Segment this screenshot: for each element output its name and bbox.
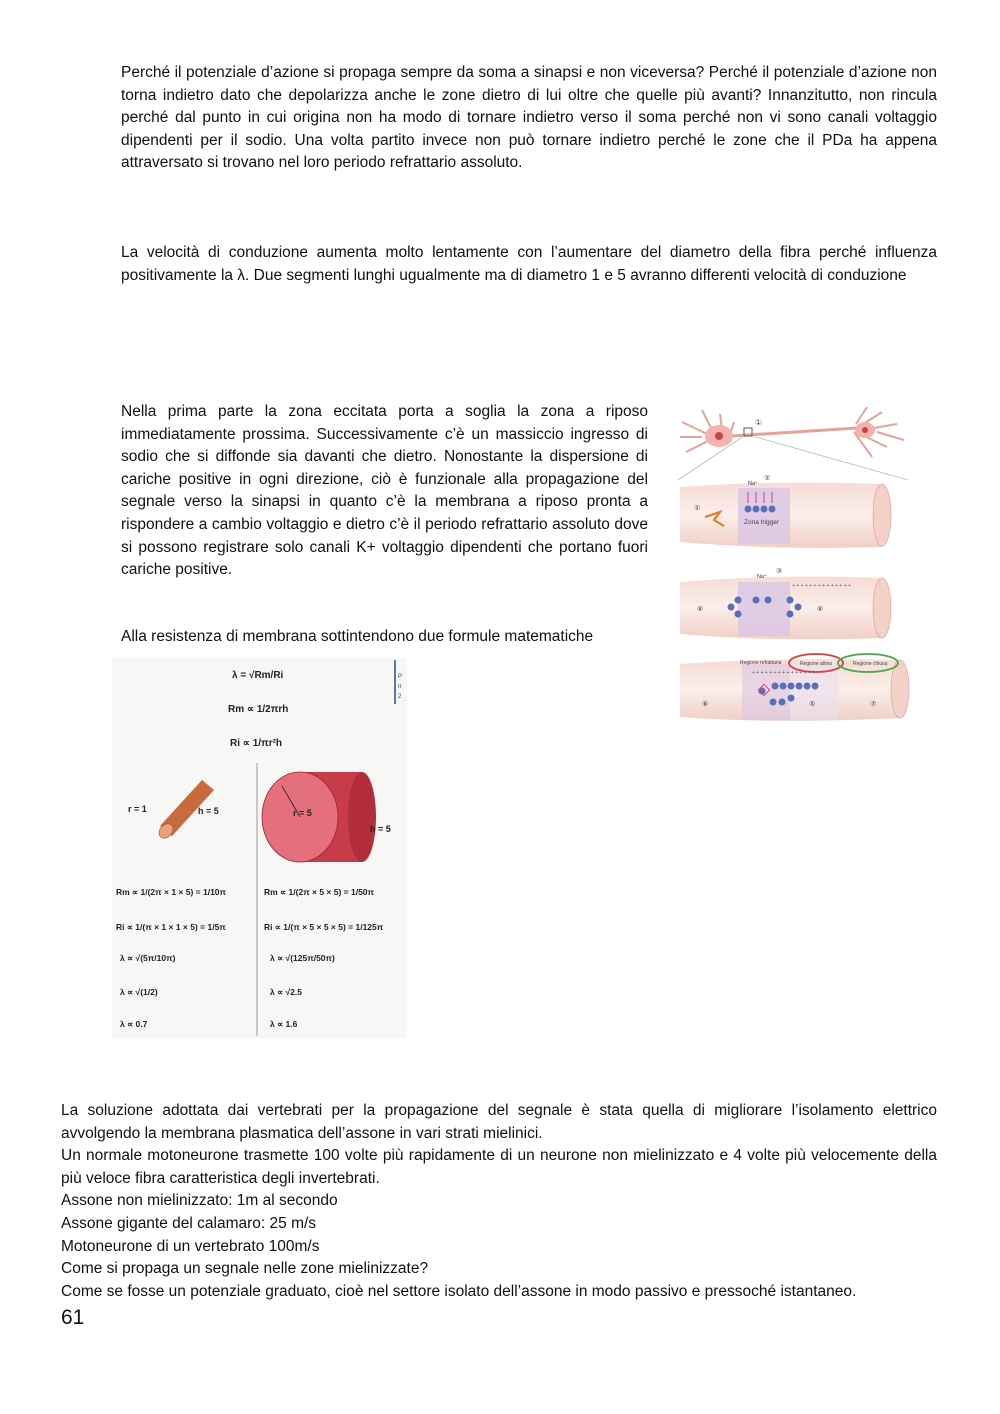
paragraph-excited-zone: Nella prima parte la zona eccitata porta a soglia la zona a riposo immediatamente prossima. Successivamente c’è un massiccio ingresso di sodio che si diffonde sia davanti che dietro. Nonostante la dispersione di cariche positive in ogni direzione, ciò è funzionale alla propagazione del segnale verso la sinapsi in quanto c’è la membrana a riposo pronta a rispondere a cambio voltaggio e dietro c’è il periodo refrattario assoluto dove si possono registrare solo canali K+ voltaggio dipendenti che portano fuori cariche positive.: [121, 403, 648, 579]
right-lambda-1: λ ∝ √(125π/50π): [270, 953, 335, 963]
svg-text:④: ④: [817, 606, 824, 613]
axon-panel-2: [680, 567, 891, 639]
right-lambda-2: λ ∝ √2.5: [270, 987, 303, 997]
right-ri: Ri ∝ 1/(π × 5 × 5 × 5) = 1/125π: [264, 922, 384, 932]
svg-text:h = 5: h = 5: [198, 806, 219, 816]
svg-text:+ + + + + + + + + + + + + + +: + + + + + + + + + + + + + + +: [752, 670, 816, 676]
myelin-line-7: Come se fosse un potenziale graduato, cioè nel settore isolato dell’assone in modo passivo e pressoché istantaneo.: [61, 1282, 857, 1300]
svg-text:Regione refrattaria: Regione refrattaria: [740, 660, 782, 666]
svg-text:r = 5: r = 5: [293, 808, 312, 818]
svg-text:+ + + + + + + + + + + + + +: + + + + + + + + + + + + + +: [792, 583, 851, 589]
left-rm: Rm ∝ 1/(2π × 1 × 5) = 1/10π: [116, 887, 227, 897]
svg-text:③: ③: [776, 568, 783, 575]
paragraph-membrane-resistance: Alla resistenza di membrana sottintendono due formule matematiche: [121, 628, 594, 645]
big-cylinder: [262, 772, 391, 862]
svg-text:⑤: ⑤: [809, 701, 816, 708]
svg-text:Ir: Ir: [398, 684, 402, 690]
svg-text:⑥: ⑥: [702, 701, 709, 708]
svg-text:Na⁺: Na⁺: [748, 481, 758, 487]
svg-text:h = 5: h = 5: [370, 824, 391, 834]
svg-text:2: 2: [398, 694, 402, 700]
lambda-definition: λ = √Rm/Ri: [232, 670, 284, 681]
neuron-propagation-figure: [672, 402, 912, 727]
ri-definition: Ri ∝ 1/πr²h: [230, 738, 283, 749]
paragraph-myelination: [61, 1100, 937, 1303]
myelin-line-5: Motoneurone di un vertebrato 100m/s: [61, 1237, 320, 1255]
svg-text:①: ①: [694, 505, 701, 512]
myelin-line-1: La soluzione adottata dai vertebrati per la propagazione del segnale è stata quella di migliorare l’isolamento elettrico avvolgendo la membrana plasmatica dell’assone in vari strati mielinici.: [61, 1102, 937, 1142]
left-ri: Ri ∝ 1/(π × 1 × 1 × 5) = 1/5π: [116, 922, 226, 932]
left-lambda-2: λ ∝ √(1/2): [120, 987, 158, 997]
rm-definition: Rm ∝ 1/2πrh: [228, 704, 289, 715]
myelin-line-6: Come si propaga un segnale nelle zone mielinizzate?: [61, 1260, 429, 1278]
svg-text:②: ②: [764, 475, 771, 482]
svg-text:Na⁺: Na⁺: [757, 574, 767, 580]
right-lambda-3: λ ∝ 1.6: [270, 1019, 298, 1029]
svg-text:Regione attiva: Regione attiva: [800, 661, 832, 667]
left-lambda-3: λ ∝ 0.7: [120, 1019, 148, 1029]
svg-text:r = 1: r = 1: [128, 804, 147, 814]
myelin-line-3: Assone non mielinizzato: 1m al secondo: [61, 1192, 338, 1210]
left-lambda-1: λ ∝ √(5π/10π): [120, 953, 176, 963]
formula-figure: [112, 658, 407, 1038]
axon-panel-1: [680, 474, 891, 548]
myelin-line-4: Assone gigante del calamaro: 25 m/s: [61, 1214, 317, 1232]
paragraph-conduction-velocity: La velocità di conduzione aumenta molto lentamente con l’aumentare del diametro della fibra perché influenza positivamente la λ. Due segmenti lunghi ugualmente ma di diametro 1 e 5 avranno differenti velocità di conduzione: [121, 244, 937, 284]
svg-text:P: P: [398, 674, 403, 680]
page-number: 61: [61, 1306, 85, 1329]
svg-text:Zona trigger: Zona trigger: [744, 519, 780, 526]
myelin-line-2: Un normale motoneurone trasmette 100 volte più rapidamente di un neurone non mielinizzato e 4 volte più velocemente della più veloce fibra caratteristica degli invertebrati.: [61, 1147, 937, 1187]
svg-text:Regione chiusa: Regione chiusa: [853, 661, 888, 667]
svg-text:①: ①: [755, 418, 763, 427]
svg-text:④: ④: [697, 606, 704, 613]
right-rm: Rm ∝ 1/(2π × 5 × 5) = 1/50π: [264, 887, 375, 897]
svg-text:⑦: ⑦: [870, 701, 877, 708]
paragraph-propagation-direction: Perché il potenziale d’azione si propaga sempre da soma a sinapsi e non viceversa? Perché il potenziale d’azione non torna indietro dato che depolarizza anche le zone dietro di lui oltre che quelle più avanti? Innanzitutto, non rincula perché dal punto in cui origina non ha modo di tornare indietro verso il soma perché non vi sono canali voltaggio dipendenti per il sodio. Una volta partito invece non può tornare indietro perché le zone che il PDa ha appena attraversato si trovano nel loro periodo refrattario assoluto.: [121, 64, 937, 172]
axon-panel-3: [680, 654, 909, 721]
